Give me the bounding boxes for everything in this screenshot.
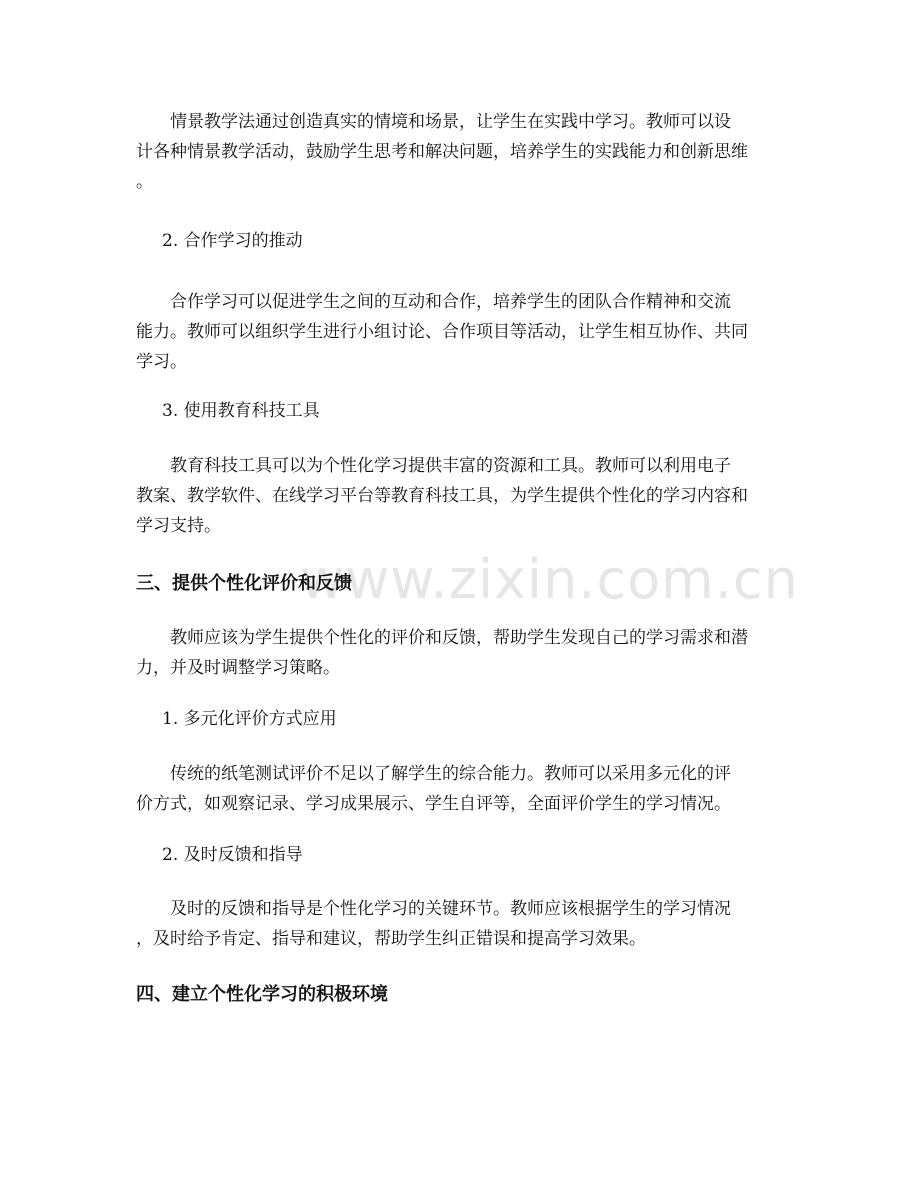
paragraph-line: 教育科技工具可以为个性化学习提供丰富的资源和工具。教师可以利用电子	[170, 456, 731, 476]
paragraph-line: 教案、教学软件、在线学习平台等教育科技工具，为学生提供个性化的学习内容和	[136, 486, 748, 506]
paragraph-edtech-tools	[136, 451, 788, 541]
paragraph-line: 学习。	[136, 352, 187, 372]
subheading-cooperative-learning: 2. 合作学习的推动	[162, 231, 303, 251]
paragraph-cooperative-learning	[136, 287, 788, 377]
section-heading-environment: 四、建立个性化学习的积极环境	[136, 984, 388, 1005]
section-heading-evaluation: 三、提供个性化评价和反馈	[136, 573, 352, 594]
paragraph-line: 教师应该为学生提供个性化的评价和反馈，帮助学生发现自己的学习需求和潜	[170, 628, 748, 648]
paragraph-line: 计各种情景教学活动，鼓励学生思考和解决问题，培养学生的实践能力和创新思维	[136, 142, 748, 162]
subheading-diversified-evaluation: 1. 多元化评价方式应用	[162, 709, 337, 729]
paragraph-situational-teaching	[136, 107, 788, 197]
paragraph-line: 。	[136, 172, 153, 192]
paragraph-diversified-evaluation	[136, 759, 788, 819]
paragraph-line: 情景教学法通过创造真实的情境和场景，让学生在实践中学习。教师可以设	[170, 112, 731, 132]
paragraph-line: 学习支持。	[136, 516, 221, 536]
paragraph-line: 传统的纸笔测试评价不足以了解学生的综合能力。教师可以采用多元化的评	[170, 764, 731, 784]
paragraph-line: 力，并及时调整学习策略。	[136, 658, 340, 678]
paragraph-line: 合作学习可以促进学生之间的互动和合作，培养学生的团队合作精神和交流	[170, 292, 731, 312]
paragraph-line: 及时的反馈和指导是个性化学习的关键环节。教师应该根据学生的学习情况	[170, 899, 731, 919]
paragraph-line: 能力。教师可以组织学生进行小组讨论、合作项目等活动，让学生相互协作、共同	[136, 322, 748, 342]
paragraph-timely-feedback	[136, 894, 788, 954]
subheading-timely-feedback: 2. 及时反馈和指导	[162, 845, 303, 865]
watermark: www.zixin.com.cn	[300, 548, 799, 611]
subheading-edtech-tools: 3. 使用教育科技工具	[162, 401, 320, 421]
paragraph-line: 价方式，如观察记录、学习成果展示、学生自评等，全面评价学生的学习情况。	[136, 794, 731, 814]
paragraph-evaluation-intro	[136, 623, 788, 683]
paragraph-line: ，及时给予肯定、指导和建议，帮助学生纠正错误和提高学习效果。	[136, 929, 646, 949]
